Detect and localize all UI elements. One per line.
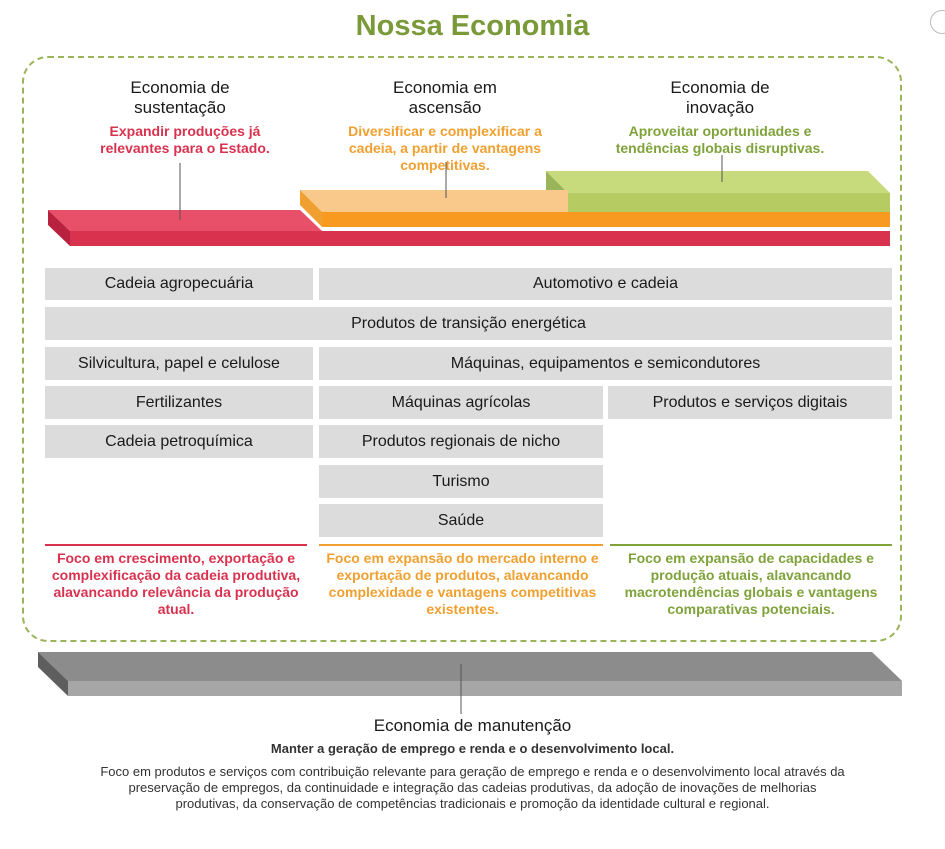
heading-manutencao: Economia de manutenção	[373, 716, 572, 735]
sector-agro: Cadeia agropecuária	[45, 268, 313, 300]
subtitle-manutencao: Manter a geração de emprego e renda e o desenvolvimento local.	[270, 741, 675, 756]
heading-inovacao: Economia de inovação	[670, 78, 770, 117]
sector-transicao: Produtos de transição energética	[45, 307, 892, 340]
rule-sustentacao	[45, 544, 307, 546]
subtitle-inovacao: Aproveitar oportunidades e tendências globais disruptivas.	[615, 123, 825, 156]
sector-automotivo: Automotivo e cadeia	[319, 268, 892, 300]
heading-ascensao: Economia em ascensão	[393, 78, 497, 117]
sector-maquinas: Máquinas, equipamentos e semicondutores	[319, 347, 892, 380]
focus-inovacao: Foco em expansão de capacidades e produção atuais, alavancando macrotendências globais e vantagens comparativas potenciais.	[624, 550, 878, 617]
page-title: Nossa Economia	[355, 10, 590, 42]
rule-inovacao	[610, 544, 892, 546]
sector-fertilizantes: Fertilizantes	[45, 386, 313, 419]
focus-sustentacao: Foco em crescimento, exportação e complexificação da cadeia produtiva, alavancando relevância da produção atual.	[51, 550, 301, 617]
economy-layers-graphic	[0, 0, 945, 260]
sector-digitais: Produtos e serviços digitais	[608, 386, 892, 419]
sector-regionais: Produtos regionais de nicho	[319, 425, 603, 458]
sector-petroquimica: Cadeia petroquímica	[45, 425, 313, 458]
maintenance-layer-graphic	[0, 640, 945, 720]
subtitle-sustentacao: Expandir produções já relevantes para o Estado.	[100, 123, 270, 156]
subtitle-ascensao: Diversificar e complexificar a cadeia, a partir de vantagens competitivas.	[348, 123, 542, 173]
body-manutencao: Foco em produtos e serviços com contribuição relevante para geração de emprego e renda e o desenvolvimento local através da preservação de empregos, da continuidade e integração das cadeias produtivas, da adoção de inovações de melhorias produtivas, da conservação de competências tradicionais e promoção da identidade cultural e regional.	[100, 764, 845, 811]
heading-sustentacao: Economia de sustentação	[130, 78, 230, 117]
green-layer	[546, 171, 890, 212]
sector-silvicultura: Silvicultura, papel e celulose	[45, 347, 313, 380]
rule-ascensao	[319, 544, 603, 546]
focus-ascensao: Foco em expansão do mercado interno e exportação de produtos, alavancando complexidade e vantagens competitivas existentes.	[326, 550, 599, 617]
sector-turismo: Turismo	[319, 465, 603, 498]
sector-maquinas-agricolas: Máquinas agrícolas	[319, 386, 603, 419]
sector-saude: Saúde	[319, 504, 603, 537]
